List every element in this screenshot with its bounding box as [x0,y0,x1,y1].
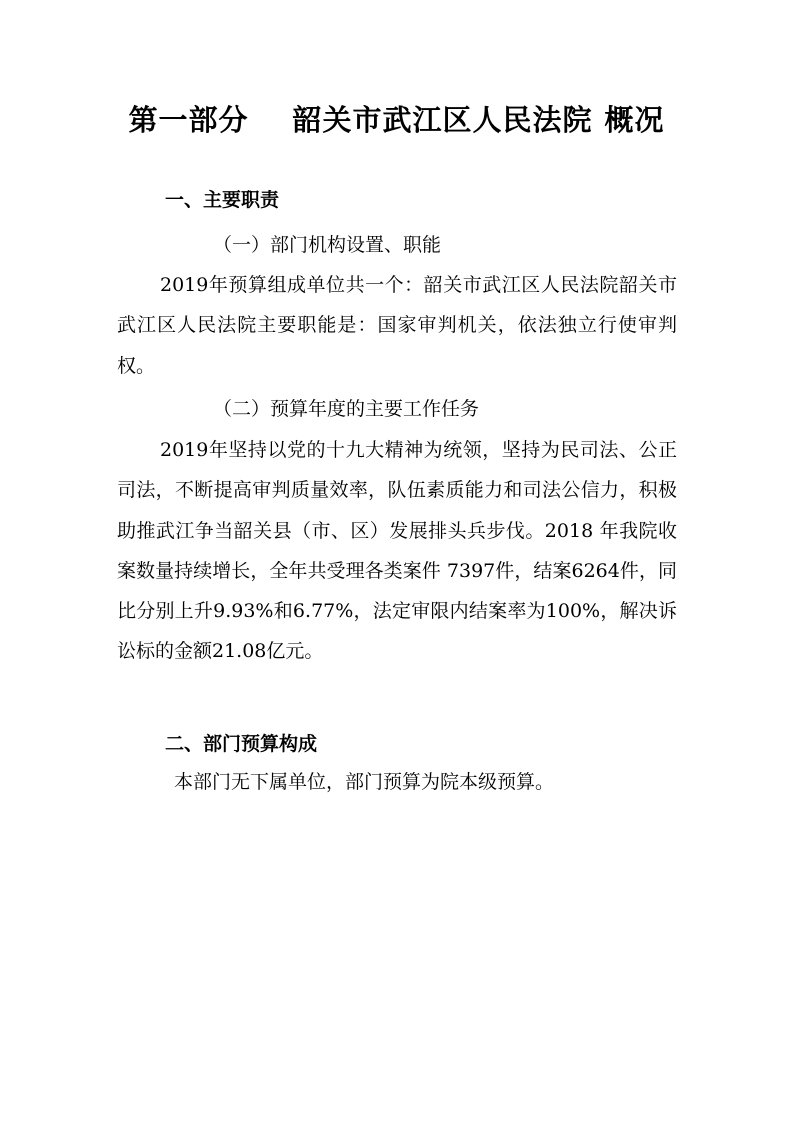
title-suffix: 概况 [604,103,665,137]
section1-heading: 一、主要职责 [165,189,280,211]
title-name: 韶关市武江区人民法院 [292,103,593,137]
section2-heading: 二、部门预算构成 [165,733,318,755]
section2-paragraph: 本部门无下属单位，部门预算为院本级预算。 [174,771,555,793]
section1-sub2-paragraph: 2019年坚持以党的十九大精神为统领，坚持为民司法、公正司法，不断提高审判质量效率，队伍素质能力和司法公信力，积极助推武江争当韶关县（市、区）发展排头兵步伐。2018 年我院收案数量持续增长，全年共受理各类案件 7397件，结案6264件，同比分别上升9.93%和6.77%，法定审限内结案率为100%，解决诉讼标的金额21.08亿元。 [117,439,677,663]
page-title [0,98,793,142]
section1-sub1-paragraph: 2019年预算组成单位共一个：韶关市武江区人民法院韶关市武江区人民法院主要职能是：国家审判机关，依法独立行使审判权。 [117,274,677,377]
section1-sub1-heading: （一）部门机构设置、职能 [213,234,442,256]
section1-sub2-heading: （二）预算年度的主要工作任务 [213,398,480,420]
title-part: 第一部分 [128,103,249,137]
